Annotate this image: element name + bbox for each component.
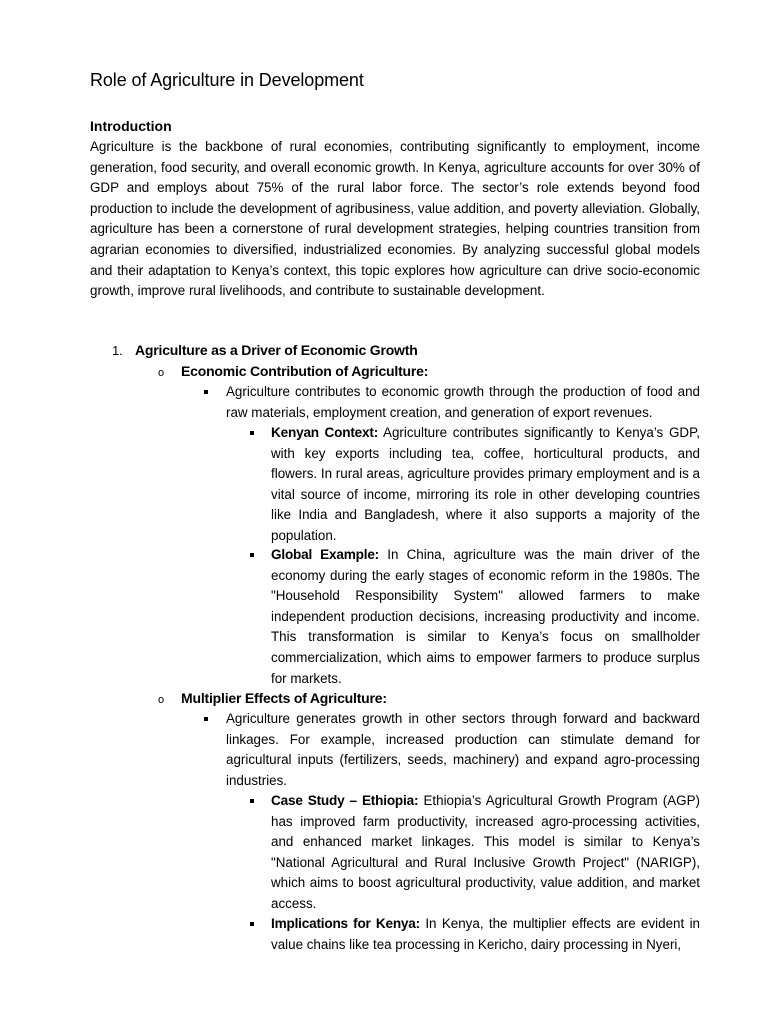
section-1-heading [112,342,418,358]
subsection-economic-contribution [158,363,428,379]
list-item-lead: Case Study – Ethiopia: [271,793,419,808]
list-item-implications-kenya [271,914,700,955]
list-item [226,382,700,423]
subsection-title: Multiplier Effects of Agriculture: [181,690,387,706]
list-item-text: Agriculture generates growth in other sectors through forward and backward linkages. For example, increased production can stimulate demand for agricultural inputs (fertilizers, seeds, machinery) and expand agro-processing industries. [226,711,700,788]
section-1-number: 1. [112,343,123,358]
square-bullet-icon [250,553,254,557]
list-item-kenyan-context [271,423,700,547]
list-item-lead: Global Example: [271,547,380,562]
subsection-multiplier-effects [158,690,387,706]
introduction-heading: Introduction [90,118,172,134]
list-item-text: Agriculture contributes significantly to Kenya’s GDP, with key exports including tea, coffee, horticultural products, and flowers. In rural areas, agriculture provides primary employment and is a vital source of income, mirroring its role in other developing countries like India and Bangladesh, where it also supports a majority of the population. [271,425,700,543]
circle-bullet-icon: o [158,694,164,706]
list-item-lead: Kenyan Context: [271,425,379,440]
subsection-title: Economic Contribution of Agriculture: [181,363,429,379]
list-item-lead: Implications for Kenya: [271,916,420,931]
list-item-text: Agriculture contributes to economic growth through the production of food and raw materials, employment creation, and generation of export revenues. [226,384,700,420]
list-item-text: In Kenya, the multiplier effects are evident in value chains like tea processing in Kericho, dairy processing in Nyeri, [271,916,700,952]
square-bullet-icon [204,717,208,721]
square-bullet-icon [250,431,254,435]
list-item [226,709,700,791]
square-bullet-icon [204,390,208,394]
list-item-text: Ethiopia’s Agricultural Growth Program (AGP) has improved farm productivity, increased agro-processing activities, and enhanced market linkages. This model is similar to Kenya’s "National Agricultural and Rural Inclusive Growth Project" (NARIGP), which aims to boost agricultural productivity, value addition, and market access. [271,793,700,911]
list-item-text: In China, agriculture was the main driver of the economy during the early stages of economic reform in the 1980s. The "Household Responsibility System" allowed farmers to make independent production decisions, increasing productivity and income. This transformation is similar to Kenya’s focus on smallholder commercialization, which aims to empower farmers to produce surplus for markets. [271,547,700,686]
list-item-global-example [271,545,700,689]
document-title: Role of Agriculture in Development [90,70,364,90]
square-bullet-icon [250,922,254,926]
list-item-case-study-ethiopia [271,791,700,915]
circle-bullet-icon: o [158,367,164,379]
introduction-paragraph: Agriculture is the backbone of rural economies, contributing significantly to employment, income generation, food security, and overall economic growth. In Kenya, agriculture accounts for over 30% of GDP and employs about 75% of the rural labor force. The sector’s role extends beyond food production to include the development of agribusiness, value addition, and poverty alleviation. Globally, agriculture has been a cornerstone of rural development strategies, helping countries transition from agrarian economies to diversified, industrialized economies. By analyzing successful global models and their adaptation to Kenya’s context, this topic explores how agriculture can drive socio-economic growth, improve rural livelihoods, and contribute to sustainable development. [90,139,700,299]
section-1-title: Agriculture as a Driver of Economic Growth [135,342,418,358]
square-bullet-icon [250,799,254,803]
